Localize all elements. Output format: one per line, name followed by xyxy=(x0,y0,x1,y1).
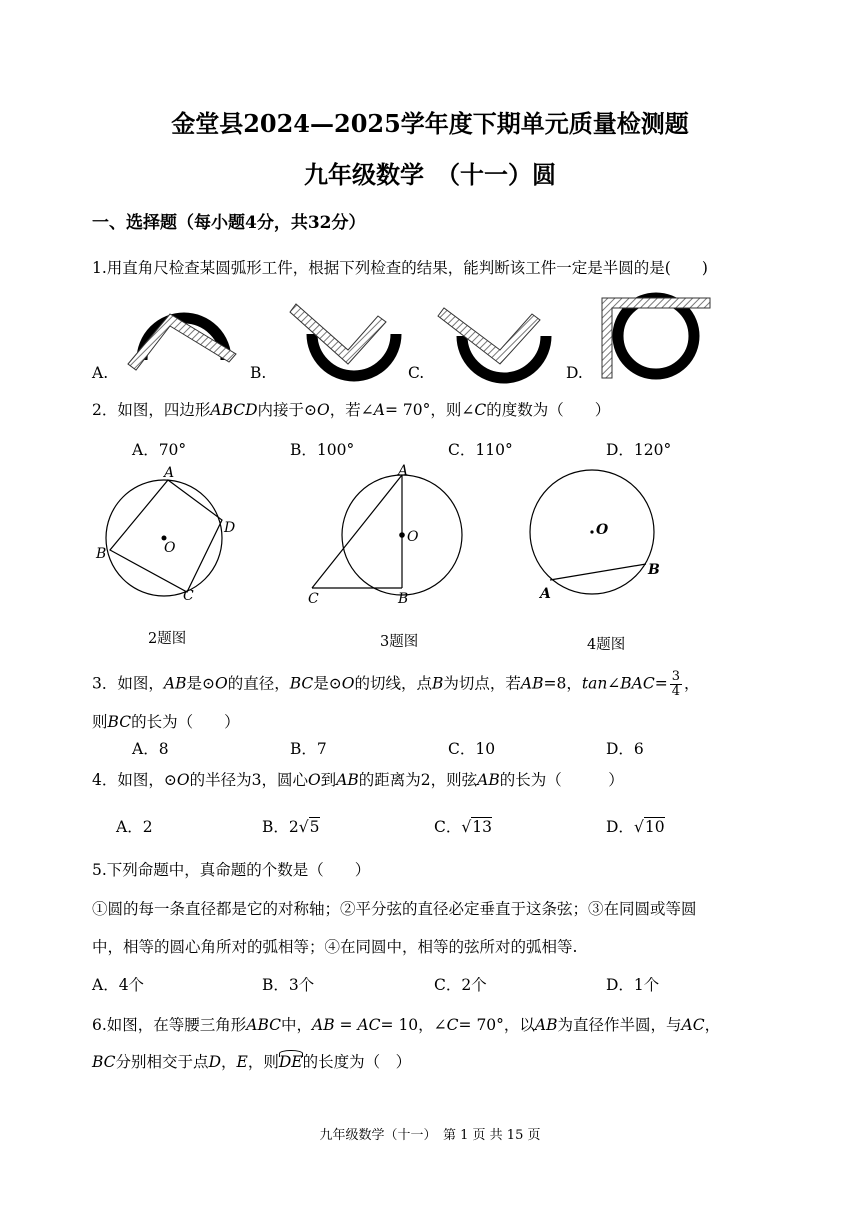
q3-var: O xyxy=(214,674,228,693)
q3-stem-line2 xyxy=(92,710,240,732)
q2-option-a: A．70° xyxy=(132,441,187,459)
q1-stem: 1.用直角尺检查某圆弧形工件，根据下列检查的结果，能判断该工件一定是半圆的是( ) xyxy=(92,259,708,277)
page-footer: 九年级数学（十一） 第 1 页 共 15 页 xyxy=(319,1128,541,1143)
q4-var: O xyxy=(307,771,321,789)
q6-var: D xyxy=(208,1053,221,1071)
fig2-label-c: C xyxy=(183,588,194,604)
q6-arc-de: DE xyxy=(278,1053,303,1071)
fig4-label-b: B xyxy=(648,562,660,578)
q4-option-c-radicand: 13 xyxy=(472,818,492,836)
q4-option-c-prefix: C． xyxy=(434,818,462,836)
q4-var: AB xyxy=(336,771,359,789)
q3-text: ， xyxy=(684,674,700,693)
q4-option-d-radicand: 10 xyxy=(644,818,665,836)
q6-text: ， xyxy=(704,1016,721,1034)
q5-option-a: A．4个 xyxy=(92,976,145,994)
q3-text: 的切线，点 xyxy=(354,674,432,693)
q3-stem xyxy=(92,670,700,699)
q3-text: 的长为（ ） xyxy=(131,713,240,731)
q3-text: 是⊙ xyxy=(313,674,342,693)
q6-text: ，则 xyxy=(247,1053,279,1071)
q6-var: AB = AC xyxy=(312,1016,381,1034)
fig2-label-a: A xyxy=(164,465,175,481)
q5-option-d: D．1个 xyxy=(606,976,660,994)
fig2-label-d: D xyxy=(224,520,236,536)
q3-text: 为切点，若 xyxy=(443,674,521,693)
q1-option-c: C. xyxy=(408,364,425,382)
q3-text: 则 xyxy=(92,713,108,731)
q4-var: O xyxy=(176,771,190,789)
q3-var: AB xyxy=(520,674,544,693)
q1-figure-a xyxy=(128,314,236,370)
q3-option-d: D．6 xyxy=(606,740,644,758)
q3-var: B xyxy=(431,674,444,693)
q4-text: 的半径为3，圆心 xyxy=(189,771,308,789)
q6-text: = 10，∠ xyxy=(380,1016,447,1034)
q4-option-c: C．√13 xyxy=(434,818,492,836)
q3-var: BC xyxy=(107,713,132,731)
q1-figure-c xyxy=(438,308,546,378)
q3-option-c: C．10 xyxy=(448,740,496,758)
fig2-label-o: O xyxy=(164,540,176,556)
q3-text: =8， xyxy=(543,674,582,693)
section-heading: 一、选择题（每小题4分，共32分） xyxy=(92,213,366,233)
fig3-label-o: O xyxy=(407,529,419,545)
figure-4 xyxy=(520,462,680,607)
q2-var-a: A xyxy=(373,401,385,419)
q3-frac-den: 4 xyxy=(671,684,681,699)
fig3-label-b: B xyxy=(398,591,409,607)
q3-option-b: B．7 xyxy=(290,740,327,758)
q6-var: ABC xyxy=(246,1016,282,1034)
q4-option-b-radicand: 5 xyxy=(309,818,320,836)
q4-var: AB xyxy=(477,771,500,789)
q3-text: 是⊙ xyxy=(186,674,215,693)
q2-text: 2．如图，四边形 xyxy=(92,401,211,419)
figure-3 xyxy=(300,462,480,607)
q3-text: 3．如图， xyxy=(92,674,164,693)
q4-text: 4．如图，⊙ xyxy=(92,771,177,789)
q4-text: 到 xyxy=(320,771,337,789)
q6-text: 分别相交于点 xyxy=(115,1053,209,1071)
fig2-label-b: B xyxy=(96,546,107,562)
q3-text: 的直径， xyxy=(227,674,290,693)
q3-text: = xyxy=(654,674,668,693)
q2-text: 的度数为（ ） xyxy=(486,401,611,419)
q3-var: O xyxy=(341,674,355,693)
q6-text: 中， xyxy=(281,1016,313,1034)
q2-option-d: D．120° xyxy=(606,441,672,459)
fig3-caption: 3题图 xyxy=(380,634,419,650)
q5-option-c: C．2个 xyxy=(434,976,487,994)
q2-text: 内接于⊙ xyxy=(257,401,318,419)
q2-option-c: C．110° xyxy=(448,441,513,459)
q2-var-c: C xyxy=(474,401,487,419)
page-title: 金堂县2024—2025学年度下期单元质量检测题 xyxy=(171,109,689,138)
q3-var: BC xyxy=(289,674,314,693)
fig4-caption: 4题图 xyxy=(587,637,626,653)
figure-2 xyxy=(90,460,250,605)
q4-stem xyxy=(92,768,624,790)
q6-var: C xyxy=(446,1016,459,1034)
q1-option-d: D. xyxy=(566,364,583,382)
fig2-caption: 2题图 xyxy=(148,631,187,647)
q3-var: AB xyxy=(163,674,187,693)
q3-fraction xyxy=(670,670,682,699)
fig4-label-o: O xyxy=(596,522,609,538)
q4-option-b: B．2√5 xyxy=(262,818,320,836)
q6-var: AC xyxy=(681,1016,705,1034)
fig3-label-a: A xyxy=(398,463,409,479)
q5-body-line1: ①圆的每一条直径都是它的对称轴；②平分弦的直径必定垂直于这条弦；③在同圆或等圆 xyxy=(92,900,697,918)
q4-option-d-prefix: D． xyxy=(606,818,634,836)
q2-text: = 70°，则∠ xyxy=(384,401,475,419)
q6-text: = 70°，以 xyxy=(458,1016,535,1034)
q2-var-quad: ABCD xyxy=(210,401,258,419)
q6-stem-line2 xyxy=(92,1050,411,1072)
q6-text: 为直径作半圆，与 xyxy=(557,1016,682,1034)
q5-stem: 5.下列命题中，真命题的个数是（ ） xyxy=(92,861,371,879)
q1-option-a: A. xyxy=(92,364,109,382)
q6-text: ， xyxy=(221,1053,237,1071)
q4-option-a: A．2 xyxy=(116,818,153,836)
q4-text: 的距离为2，则弦 xyxy=(358,771,478,789)
fig4-label-a: A xyxy=(540,586,551,602)
q3-option-a: A．8 xyxy=(132,740,169,758)
q4-option-d: D．√10 xyxy=(606,818,665,836)
q6-var: E xyxy=(236,1053,248,1071)
q6-text: 的长度为（ ） xyxy=(302,1053,412,1071)
page-subtitle: 九年级数学 （十一）圆 xyxy=(304,160,556,189)
q1-option-b: B. xyxy=(250,364,267,382)
q1-figure-d xyxy=(602,298,710,378)
q3-frac-num: 3 xyxy=(671,669,681,684)
q2-stem xyxy=(92,398,610,420)
q4-text: 的长为（ ） xyxy=(499,771,624,789)
fig3-label-c: C xyxy=(308,591,319,607)
q6-stem xyxy=(92,1013,720,1035)
q2-text: ，若∠ xyxy=(329,401,374,419)
q6-var: AB xyxy=(534,1016,558,1034)
q3-var-tan: tan∠BAC xyxy=(581,674,655,693)
q2-option-b: B．100° xyxy=(290,441,355,459)
q2-var-o: O xyxy=(317,401,330,419)
q6-text: 6.如图，在等腰三角形 xyxy=(92,1016,247,1034)
q5-option-b: B．3个 xyxy=(262,976,315,994)
q6-var: BC xyxy=(92,1053,116,1071)
q4-option-b-prefix: B．2 xyxy=(262,818,299,836)
q5-body-line2: 中，相等的圆心角所对的弧相等；④在同圆中，相等的弦所对的弧相等. xyxy=(92,938,578,956)
q1-figure-b xyxy=(290,304,396,376)
